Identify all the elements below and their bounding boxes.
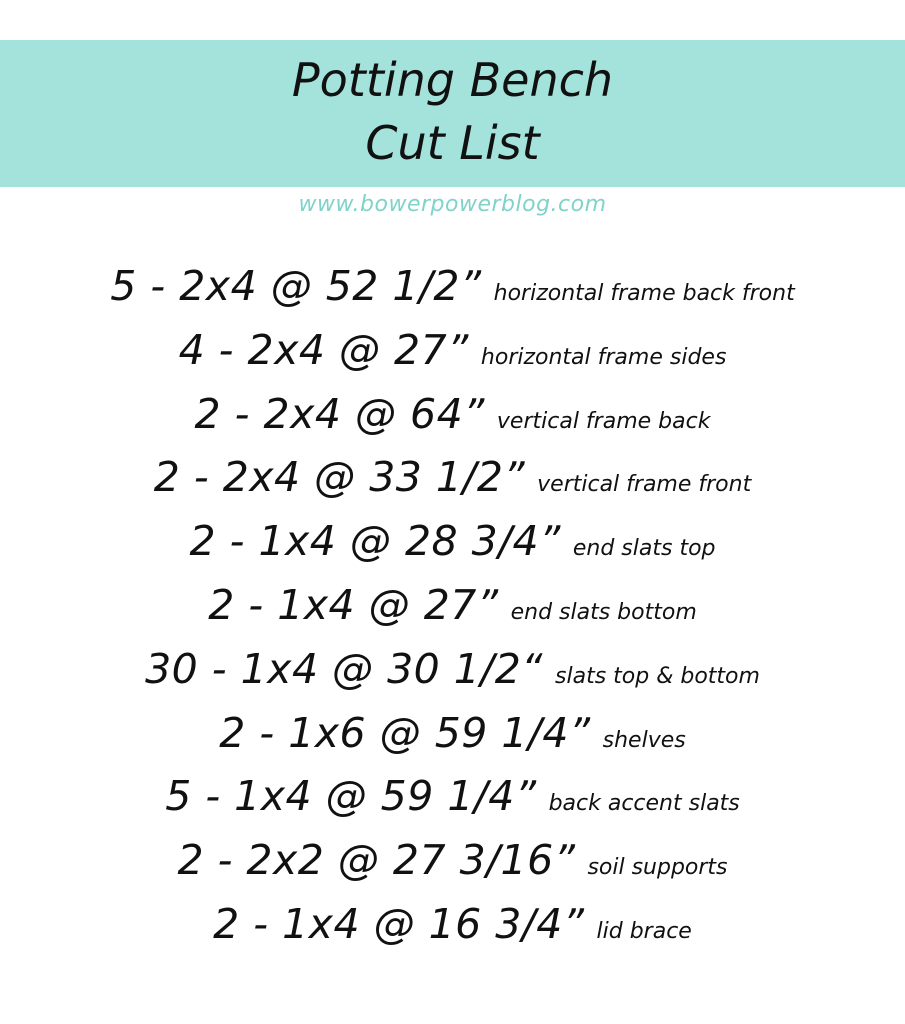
cut-row bbox=[0, 389, 905, 458]
website-url: www.bowerpowerblog.com bbox=[298, 192, 607, 217]
cut-measure: 2 - 2x4 @ 33 1/2” bbox=[153, 453, 526, 502]
title-line-2: Cut List bbox=[365, 116, 540, 170]
cut-list bbox=[0, 262, 905, 968]
cut-measure: 2 - 1x6 @ 59 1/4” bbox=[219, 708, 591, 757]
cut-row bbox=[0, 325, 905, 394]
cut-row bbox=[0, 708, 905, 777]
cut-measure: 2 - 2x2 @ 27 3/16” bbox=[177, 836, 576, 885]
cut-measure: 30 - 1x4 @ 30 1/2“ bbox=[145, 644, 544, 693]
cut-description: end slats top bbox=[572, 536, 716, 562]
cut-description: vertical frame front bbox=[537, 472, 752, 498]
cut-row bbox=[0, 772, 905, 840]
cut-row bbox=[0, 836, 905, 904]
cut-measure: 2 - 1x4 @ 27” bbox=[208, 580, 499, 629]
cut-measure: 2 - 2x4 @ 64” bbox=[194, 389, 485, 438]
cut-description: end slats bottom bbox=[510, 599, 697, 625]
cut-description: slats top & bottom bbox=[555, 663, 760, 689]
cut-description: vertical frame back bbox=[496, 408, 711, 434]
cut-measure: 5 - 1x4 @ 59 1/4” bbox=[165, 772, 537, 821]
cut-description: horizontal frame back front bbox=[493, 281, 795, 306]
cut-row bbox=[0, 517, 905, 585]
cut-description: soil supports bbox=[587, 855, 728, 881]
cut-description: shelves bbox=[602, 727, 686, 753]
cut-row bbox=[0, 262, 905, 330]
cut-description: back accent slats bbox=[548, 791, 740, 817]
cut-measure: 2 - 1x4 @ 16 3/4” bbox=[213, 899, 585, 948]
cut-row bbox=[0, 453, 905, 521]
cut-row bbox=[0, 899, 905, 968]
cut-measure: 4 - 2x4 @ 27” bbox=[178, 325, 469, 374]
cut-row bbox=[0, 580, 905, 649]
cut-measure: 2 - 1x4 @ 28 3/4” bbox=[189, 517, 561, 566]
cut-measure: 5 - 2x4 @ 52 1/2” bbox=[110, 262, 482, 310]
cut-row bbox=[0, 644, 905, 713]
cut-description: horizontal frame sides bbox=[480, 344, 727, 370]
title-line-1: Potting Bench bbox=[291, 53, 614, 107]
cut-description: lid brace bbox=[596, 918, 692, 944]
